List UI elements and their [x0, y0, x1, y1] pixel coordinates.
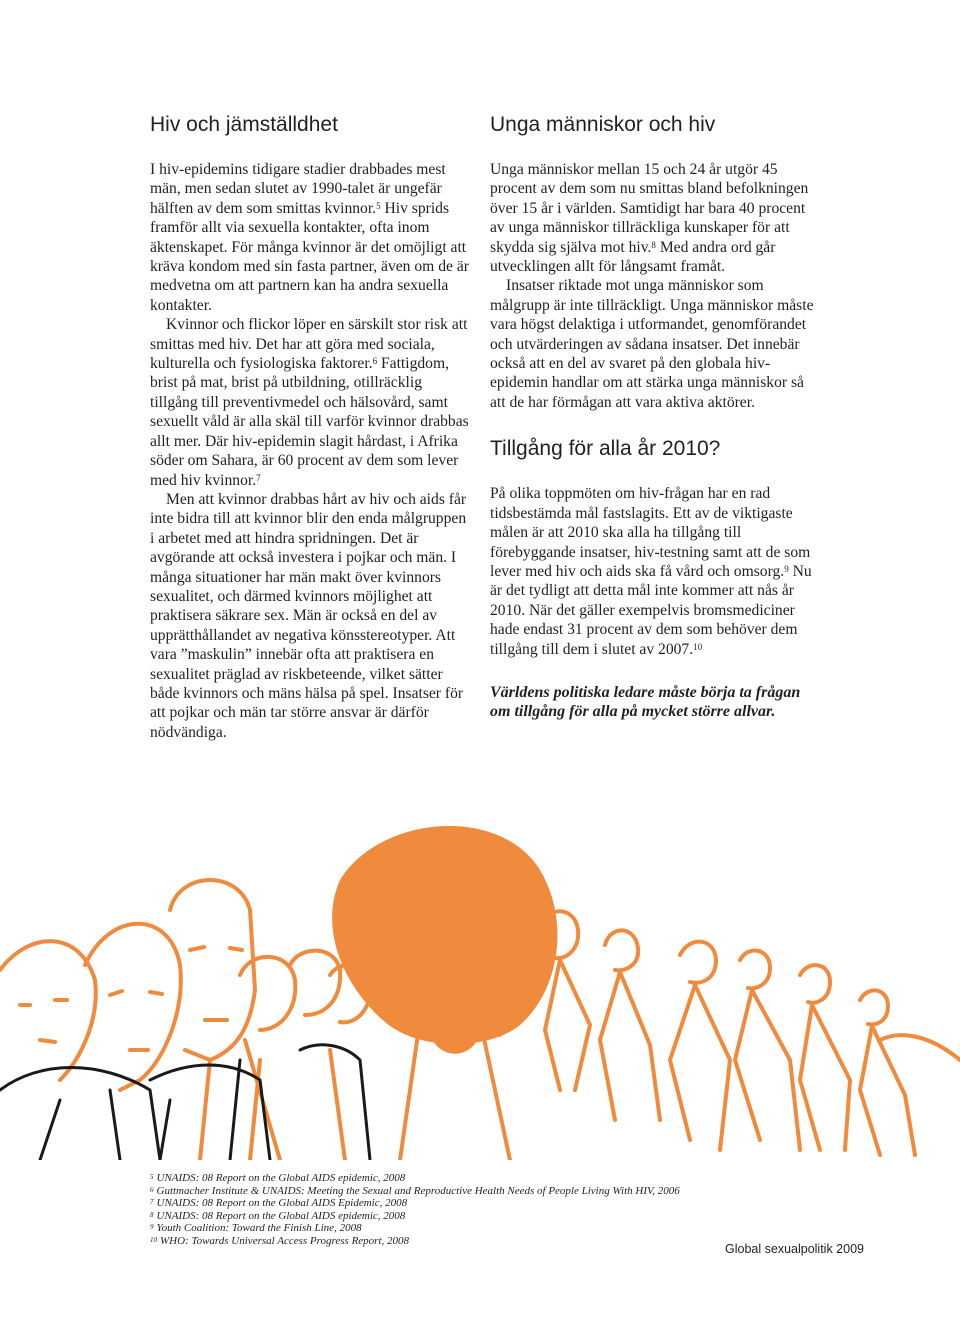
footnote-ref: 5: [376, 200, 381, 211]
heading-young-people: Unga människor och hiv: [490, 113, 716, 136]
footnote: $^7$ UNAIDS: 08 Report on the Global AIDS Epidemic, 2008: [150, 1197, 408, 1210]
footnotes: [150, 1172, 750, 1248]
paragraph: På olika toppmöten om hiv-frågan har en rad tidsbestämda mål fastslagits. Ett av de viktigaste målen är att 2010 ska alla ha tillgång till förebyggande insatser, hiv-testning samt att de som lever med hiv och aids ska få vård och omsorg.$^9$ Nu är det tydligt att detta mål inte kommer att nås år 2010. När det gäller exempelvis bromsmediciner hade endast 31 procent av dem som behöver dem tillgång till dem i slutet av 2007.10: [490, 485, 812, 658]
left-column: [150, 112, 470, 742]
footnote: $^5$ UNAIDS: 08 Report on the Global AIDS epidemic, 2008: [150, 1172, 406, 1184]
footnote-ref: 6: [372, 356, 378, 367]
footnote-ref: 10: [693, 641, 703, 652]
paragraph: Insatser riktade mot unga människor som målgrupp är inte tillräckligt. Unga människor måste vara högst delaktiga i utformandet, genomförandet och utvärderingen av sådana insatser. Det innebär också att en del av svaret på den globala hiv-epidemin handlar om att stärka unga människor så att de har förmågan att vara aktiva aktörer.: [490, 277, 814, 411]
paragraph: I hiv-epidemins tidigare stadier drabbades mest män, men sedan slutet av 1990-talet är ungefär hälften av dem som smittas kvinnor.$^5$ Hiv sprids framför allt via sexuella kontakter, ofta inom äktenskapet. För många kvinnor är det omöjligt att kräva kondom med sin fasta partner, även om de är medvetna om att partnern kan ha andra sexuella kontakter.: [150, 161, 469, 314]
footnote-ref: 9: [784, 563, 789, 574]
callout-statement: Världens politiska ledare måste börja ta frågan om tillgång för alla på mycket större allvar.: [490, 683, 801, 721]
right-column: [490, 112, 815, 722]
footnote: $^6$ Guttmacher Institute & UNAIDS: Meeting the Sexual and Reproductive Health Needs of People Living With HIV, 2006: [150, 1184, 680, 1197]
footnote-ref: 8: [651, 239, 656, 250]
paragraph: Men att kvinnor drabbas hårt av hiv och aids får inte bidra till att kvinnor blir den enda målgruppen i arbetet med att hindra spridningen. Det är avgörande att också investera i pojkar och män. I många situationer har män makt över kvinnors sexualitet, och därmed kvinnors möjlighet att praktisera säkrare sex. Män är också en del av upprätthållandet av negativa könsstereotyper. Att vara ”maskulin” innebär ofta att praktisera en sexualitet präglad av riskbeteende, vilket sätter både kvinnors och mäns hälsa på spel. Insatser för att pojkar och män tar större ansvar är därför nödvändiga.: [150, 490, 467, 741]
footnote: $^9$ Youth Coalition: Toward the Finish Line, 2008: [150, 1222, 362, 1235]
footnote-ref: 7: [256, 472, 261, 483]
heading-access-2010: Tillgång för alla år 2010?: [490, 437, 721, 461]
footnote: $^8$ UNAIDS: 08 Report on the Global AIDS epidemic, 2008: [150, 1209, 406, 1222]
publication-brand: Global sexualpolitik 2009: [725, 1242, 864, 1256]
footnote: $^{10}$ WHO: Towards Universal Access Progress Report, 2008: [150, 1234, 410, 1247]
people-crowd-illustration: [0, 760, 960, 1160]
paragraph: Kvinnor och flickor löper en särskilt stor risk att smittas med hiv. Det har att göra med sociala, kulturella och fysiologiska faktorer.$^6$ Fattigdom, brist på mat, brist på utbildning, otillräcklig tillgång till preventivmedel och hälsovård, samt sexuellt våld är alla skäl till varför kvinnor drabbas allt mer. Där hiv-epidemin slagit hårdast, i Afrika söder om Sahara, är 60 procent av dem som lever med hiv kvinnor.$^7$: [150, 316, 469, 489]
paragraph: Unga människor mellan 15 och 24 år utgör 45 procent av dem som nu smittas bland befolkningen över 15 år i världen. Samtidigt har bara 40 procent av unga människor tillräckliga kunskaper för att skydda sig själva mot hiv.$^8$ Med andra ord går utvecklingen allt för långsamt framåt.: [490, 161, 809, 276]
heading-gender-equality: Hiv och jämställdhet: [150, 113, 338, 136]
